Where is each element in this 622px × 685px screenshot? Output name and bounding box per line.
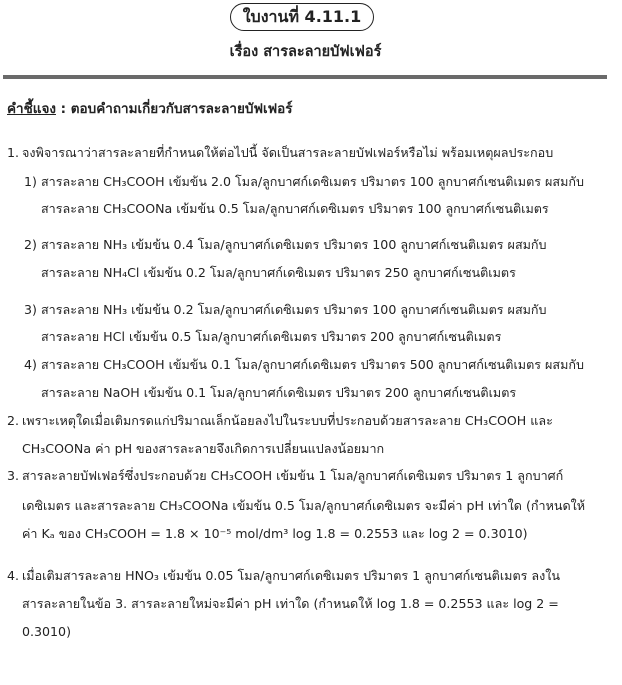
question-1-item-3-number: 3) bbox=[24, 302, 37, 317]
question-2-line1: เพราะเหตุใดเมื่อเติมกรดแก่ปริมาณเล็กน้อยลงไปในระบบที่ประกอบด้วยสารละลาย CH₃COOH และ bbox=[22, 413, 553, 428]
question-3-line3: ค่า Kₐ ของ CH₃COOH = 1.8 × 10⁻⁵ mol/dm³ log 1.8 = 0.2553 และ log 2 = 0.3010) bbox=[22, 526, 528, 541]
question-4-number: 4. bbox=[7, 568, 20, 583]
question-3-number: 3. bbox=[7, 468, 20, 483]
instructions bbox=[7, 97, 293, 119]
question-1-number: 1. bbox=[7, 145, 20, 160]
question-1-item-1-line2: สารละลาย CH₃COONa เข้มข้น 0.5 โมล/ลูกบาศก์เดซิเมตร ปริมาตร 100 ลูกบาศก์เซนติเมตร bbox=[41, 201, 549, 216]
worksheet-subtitle: เรื่อง สารละลายบัฟเฟอร์ bbox=[229, 44, 382, 60]
question-3-line1: สารละลายบัฟเฟอร์ซึ่งประกอบด้วย CH₃COOH เข้มข้น 1 โมล/ลูกบาศก์เดซิเมตร ปริมาตร 1 ลูกบาศก์ bbox=[22, 468, 564, 483]
instructions-label: คำชี้แจง bbox=[7, 101, 56, 117]
question-3-line2: เดซิเมตร และสารละลาย CH₃COONa เข้มข้น 0.5 โมล/ลูกบาศก์เดซิเมตร จะมีค่า pH เท่าใด (กำหนดให้ bbox=[22, 498, 586, 513]
question-2-number: 2. bbox=[7, 413, 20, 428]
question-1-item-2-line1: สารละลาย NH₃ เข้มข้น 0.4 โมล/ลูกบาศก์เดซิเมตร ปริมาตร 100 ลูกบาศก์เซนติเมตร ผสมกับ bbox=[41, 237, 547, 252]
question-1-item-4-line2: สารละลาย NaOH เข้มข้น 0.1 โมล/ลูกบาศก์เดซิเมตร ปริมาตร 200 ลูกบาศก์เซนติเมตร bbox=[41, 385, 517, 400]
question-1-item-3-line1: สารละลาย NH₃ เข้มข้น 0.2 โมล/ลูกบาศก์เดซิเมตร ปริมาตร 100 ลูกบาศก์เซนติเมตร ผสมกับ bbox=[41, 302, 547, 317]
question-1-item-3-line2: สารละลาย HCl เข้มข้น 0.5 โมล/ลูกบาศก์เดซิเมตร ปริมาตร 200 ลูกบาศก์เซนติเมตร bbox=[41, 329, 502, 344]
question-1-text: จงพิจารณาว่าสารละลายที่กำหนดให้ต่อไปนี้ จัดเป็นสารละลายบัฟเฟอร์หรือไม่ พร้อมเหตุผลประกอบ bbox=[22, 145, 554, 160]
question-1-item-4-line1: สารละลาย CH₃COOH เข้มข้น 0.1 โมล/ลูกบาศก์เดซิเมตร ปริมาตร 500 ลูกบาศก์เซนติเมตร ผสมกับ bbox=[41, 357, 585, 372]
question-4-line3: 0.3010) bbox=[22, 624, 71, 639]
instructions-text: : ตอบคำถามเกี่ยวกับสารละลายบัฟเฟอร์ bbox=[55, 101, 293, 117]
question-1-item-1-number: 1) bbox=[24, 174, 37, 189]
question-1-item-4-number: 4) bbox=[24, 357, 37, 372]
question-4-line2: สารละลายในข้อ 3. สารละลายใหม่จะมีค่า pH เท่าใด (กำหนดให้ log 1.8 = 0.2553 และ log 2 = bbox=[22, 596, 559, 611]
worksheet-title: ใบงานที่ 4.11.1 bbox=[230, 3, 374, 31]
divider bbox=[3, 75, 607, 79]
question-1-item-2-line2: สารละลาย NH₄Cl เข้มข้น 0.2 โมล/ลูกบาศก์เดซิเมตร ปริมาตร 250 ลูกบาศก์เซนติเมตร bbox=[41, 265, 516, 280]
question-2-line2: CH₃COONa ค่า pH ของสารละลายจึงเกิดการเปลี่ยนแปลงน้อยมาก bbox=[22, 441, 385, 456]
question-1-item-2-number: 2) bbox=[24, 237, 37, 252]
question-4-line1: เมื่อเติมสารละลาย HNO₃ เข้มข้น 0.05 โมล/ลูกบาศก์เดซิเมตร ปริมาตร 1 ลูกบาศก์เซนติเมตร ลงใน bbox=[22, 568, 561, 583]
question-1-item-1-line1: สารละลาย CH₃COOH เข้มข้น 2.0 โมล/ลูกบาศก์เดซิเมตร ปริมาตร 100 ลูกบาศก์เซนติเมตร ผสมกับ bbox=[41, 174, 585, 189]
